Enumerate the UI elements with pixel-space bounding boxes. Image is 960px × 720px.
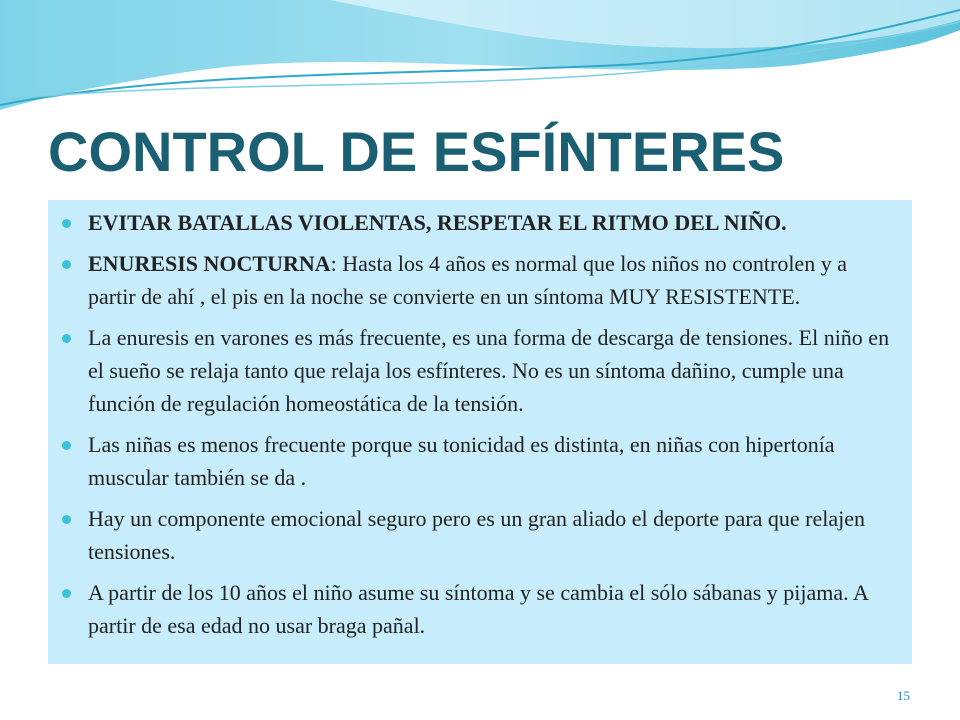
page-number: 15 (897, 688, 910, 703)
bullet-item: EVITAR BATALLAS VIOLENTAS, RESPETAR EL RITMO DEL NIÑO. (60, 206, 900, 239)
header-wave-decoration (0, 0, 960, 120)
bullet-item: Hay un componente emocional seguro pero es un gran aliado el deporte para que relajen tensiones. (60, 502, 900, 568)
bullet-list (60, 206, 900, 650)
bullet-item: A partir de los 10 años el niño asume su síntoma y se cambia el sólo sábanas y pijama. A partir de esa edad no usar braga pañal. (60, 576, 900, 642)
bullet-item: Las niñas es menos frecuente porque su tonicidad es distinta, en niñas con hipertonía muscular también se da . (60, 428, 900, 494)
bullet-dot-icon (62, 334, 71, 343)
slide-title: CONTROL DE ESFÍNTERES (48, 120, 785, 183)
bullet-dot-icon (62, 219, 71, 228)
bullet-item: ENURESIS NOCTURNA: Hasta los 4 años es normal que los niños no controlen y a partir de ahí , el pis en la noche se convierte en un síntoma MUY RESISTENTE. (60, 247, 900, 313)
bullet-dot-icon (62, 441, 71, 450)
bullet-item: La enuresis en varones es más frecuente, es una forma de descarga de tensiones. El niño en el sueño se relaja tanto que relaja los esfínteres. No es un síntoma dañino, cumple una función de regulación homeostática de la tensión. (60, 321, 900, 420)
bullet-dot-icon (62, 260, 71, 269)
bullet-dot-icon (62, 515, 71, 524)
bullet-dot-icon (62, 589, 71, 598)
